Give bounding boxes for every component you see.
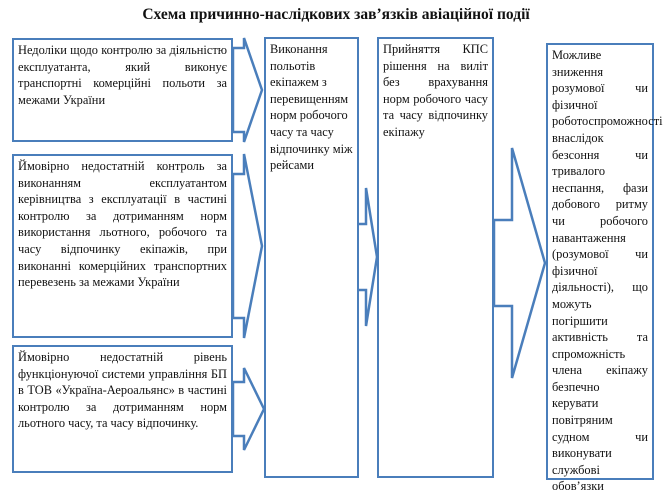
- stage-box-text: Виконання польотів екіпажем з перевищенням норм робочого часу та часу відпочинку між рейсами: [270, 42, 353, 173]
- cause-box-text: Недоліки щодо контролю за діяльністю експлуатанта, який виконує транспортні комерційні польоти за межами України: [18, 43, 227, 107]
- stage-box-text: Прийняття КПС рішення на виліт без врахування норм робочого часу та часу відпочинку екіпажу: [383, 42, 488, 139]
- arrow-cause-1-to-stage-1: [233, 38, 262, 142]
- cause-box-text: Ймовірно недостатній контроль за виконанням експлуатантом керівництва з експлуатації в частині контролю за дотриманням норм використання льотного, робочого та часу відпочинку екіпажів, при виконанні комерційних транспортних перевезень за межами України: [18, 159, 227, 290]
- cause-box-operator-oversight: [12, 38, 233, 142]
- arrow-stage-1-to-stage-2: [357, 188, 377, 326]
- outcome-box-reduced-performance: [546, 43, 663, 494]
- outcome-box-text: Можливе зниження розумової чи фізичної роботоспроможності внаслідок безсоння чи тривалого неспання, фази добового ритму чи робочого навантаження (розумової чи фізичної діяльності), що можуть погіршити активність та спроможність члена екіпажу безпечно керувати повітряним судном чи виконувати службові обов’язки: [552, 48, 663, 494]
- diagram-title: Схема причинно-наслідкових зав’язків авіаційної події: [142, 6, 530, 23]
- arrow-stage-2-to-outcome: [494, 148, 545, 378]
- arrow-cause-2-to-stage-1: [233, 154, 262, 338]
- cause-box-safety-management: [12, 345, 233, 473]
- stage-box-flight-overtime: [264, 37, 359, 478]
- cause-box-text: Ймовірно недостатній рівень функціонуючої системи управління БП в ТОВ «Україна-Аероальянс» в частині контролю за дотриманням норм льотного часу, та часу відпочинку.: [18, 350, 227, 431]
- stage-box-captain-decision: [377, 37, 494, 478]
- arrow-cause-3-to-stage-1: [233, 368, 264, 450]
- cause-box-manual-compliance: [12, 154, 233, 338]
